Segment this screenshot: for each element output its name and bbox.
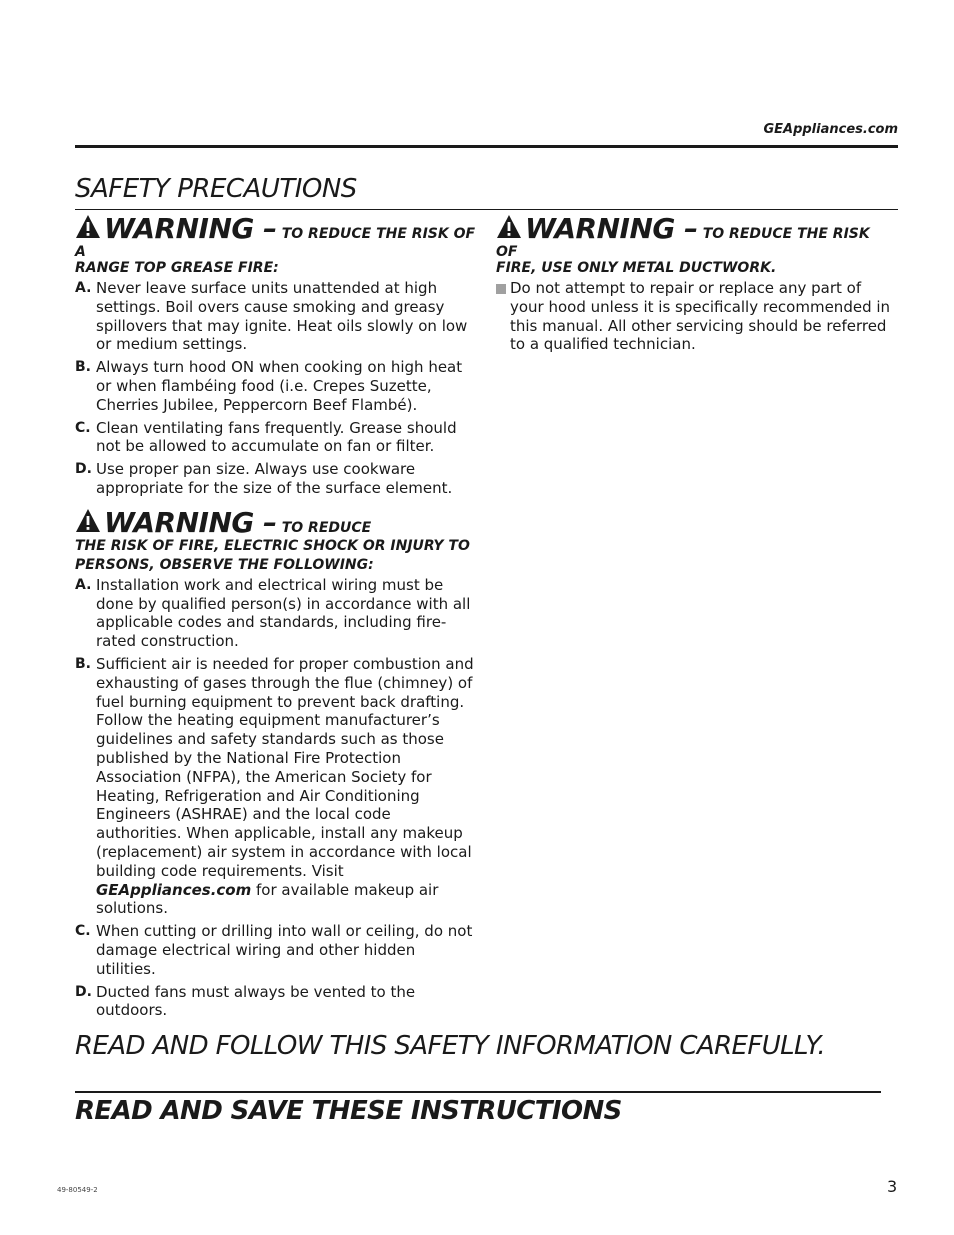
item-letter: A. — [75, 576, 92, 593]
read-save-notice: READ AND SAVE THESE INSTRUCTIONS — [75, 1096, 622, 1126]
item-text: Ducted fans must always be vented to the outdoors. — [96, 982, 416, 1020]
warning-word: WARNING – — [525, 212, 698, 245]
list-item — [75, 655, 479, 918]
item-letter: C. — [75, 419, 91, 436]
warning-heading — [75, 214, 479, 259]
warning-lead: TO REDUCE — [281, 519, 372, 536]
document-number: 49-80549-2 — [57, 1186, 98, 1194]
warning-grease-fire — [75, 214, 479, 498]
item-text: When cutting or drilling into wall or ceiling, do not damage electrical wiring and other hidden utilities. — [96, 922, 473, 978]
square-bullet-icon — [496, 284, 506, 294]
right-column — [496, 214, 894, 364]
warning-triangle-icon — [75, 508, 101, 536]
header-rule — [75, 145, 898, 148]
item-text: Never leave surface units unattended at high settings. Boil overs cause smoking and greasy spillovers that may ignite. Heat oils slowly on low or medium settings. — [96, 279, 468, 354]
item-text: Installation work and electrical wiring must be done by qualified person(s) in accordance with all applicable codes and standards, including fire-rated construction. — [96, 575, 471, 651]
item-text: Clean ventilating fans frequently. Grease should not be allowed to accumulate on fan or filter. — [96, 418, 457, 456]
warning-list — [75, 576, 479, 1020]
warning-subheading: RANGE TOP GREASE FIRE: — [75, 260, 279, 276]
item-letter: D. — [75, 461, 92, 478]
list-item — [75, 460, 479, 498]
list-item — [75, 983, 479, 1021]
item-letter: B. — [75, 655, 91, 672]
warning-subheading: FIRE, USE ONLY METAL DUCTWORK. — [496, 260, 777, 276]
site-url: GEAppliances.com — [763, 122, 898, 137]
warning-word: WARNING – — [104, 505, 277, 539]
list-item — [75, 358, 479, 414]
page-title: SAFETY PRECAUTIONS — [75, 174, 357, 204]
page-number: 3 — [887, 1177, 898, 1196]
item-letter: A. — [75, 280, 92, 296]
warning-fire-shock — [75, 505, 479, 1020]
warning-triangle-icon — [75, 214, 101, 242]
item-text: for available makeup air solutions. — [96, 880, 439, 918]
warning-list — [75, 279, 479, 498]
warning-lead: TO REDUCE THE RISK OF — [496, 226, 870, 260]
website-link[interactable]: GEAppliances.com — [96, 880, 252, 899]
item-letter: C. — [75, 923, 91, 940]
item-text: Always turn hood ON when cooking on high heat or when flambéing food (i.e. Crepes Suzette, Cherries Jubilee, Peppercorn Beef Flambé). — [96, 358, 463, 414]
list-item — [75, 279, 479, 354]
item-text: Use proper pan size. Always use cookware appropriate for the size of the surface element. — [96, 460, 453, 497]
warning-heading — [496, 214, 894, 259]
left-column — [75, 214, 479, 1030]
warning-heading — [75, 505, 479, 539]
list-item — [75, 419, 479, 457]
item-text: Do not attempt to repair or replace any part of your hood unless it is specifically recommended in this manual. All other servicing should be referred to a qualified technician. — [510, 279, 891, 354]
item-letter: D. — [75, 983, 92, 1000]
read-follow-notice: READ AND FOLLOW THIS SAFETY INFORMATION CAREFULLY. — [75, 1031, 826, 1061]
item-letter: B. — [75, 359, 91, 376]
list-item — [496, 279, 894, 354]
warning-subheading: THE RISK OF FIRE, ELECTRIC SHOCK OR INJURY TO PERSONS, OBSERVE THE FOLLOWING: — [75, 537, 470, 573]
warning-triangle-icon — [496, 214, 522, 242]
title-rule — [75, 209, 898, 210]
list-item — [75, 576, 479, 651]
warning-lead: TO REDUCE THE RISK OF A — [75, 226, 476, 260]
warning-list — [496, 279, 894, 354]
item-text: Sufficient air is needed for proper combustion and exhausting of gases through the flue (chimney) of fuel burning equipment to prevent back drafting. Follow the heating equipment manufacturer’s guidelines and safety standards such as those published by the National Fire Protection Association (NFPA), the American Society for Heating, Refrigeration and Air Conditioning Engineers (ASHRAE) and the local code authorities. When applicable, install any makeup (replacement) air system in accordance with local building code requirements. Visit — [96, 654, 474, 880]
warning-word: WARNING – — [104, 212, 277, 245]
footer-rule — [75, 1091, 881, 1093]
warning-metal-ductwork — [496, 214, 894, 354]
list-item — [75, 922, 479, 978]
